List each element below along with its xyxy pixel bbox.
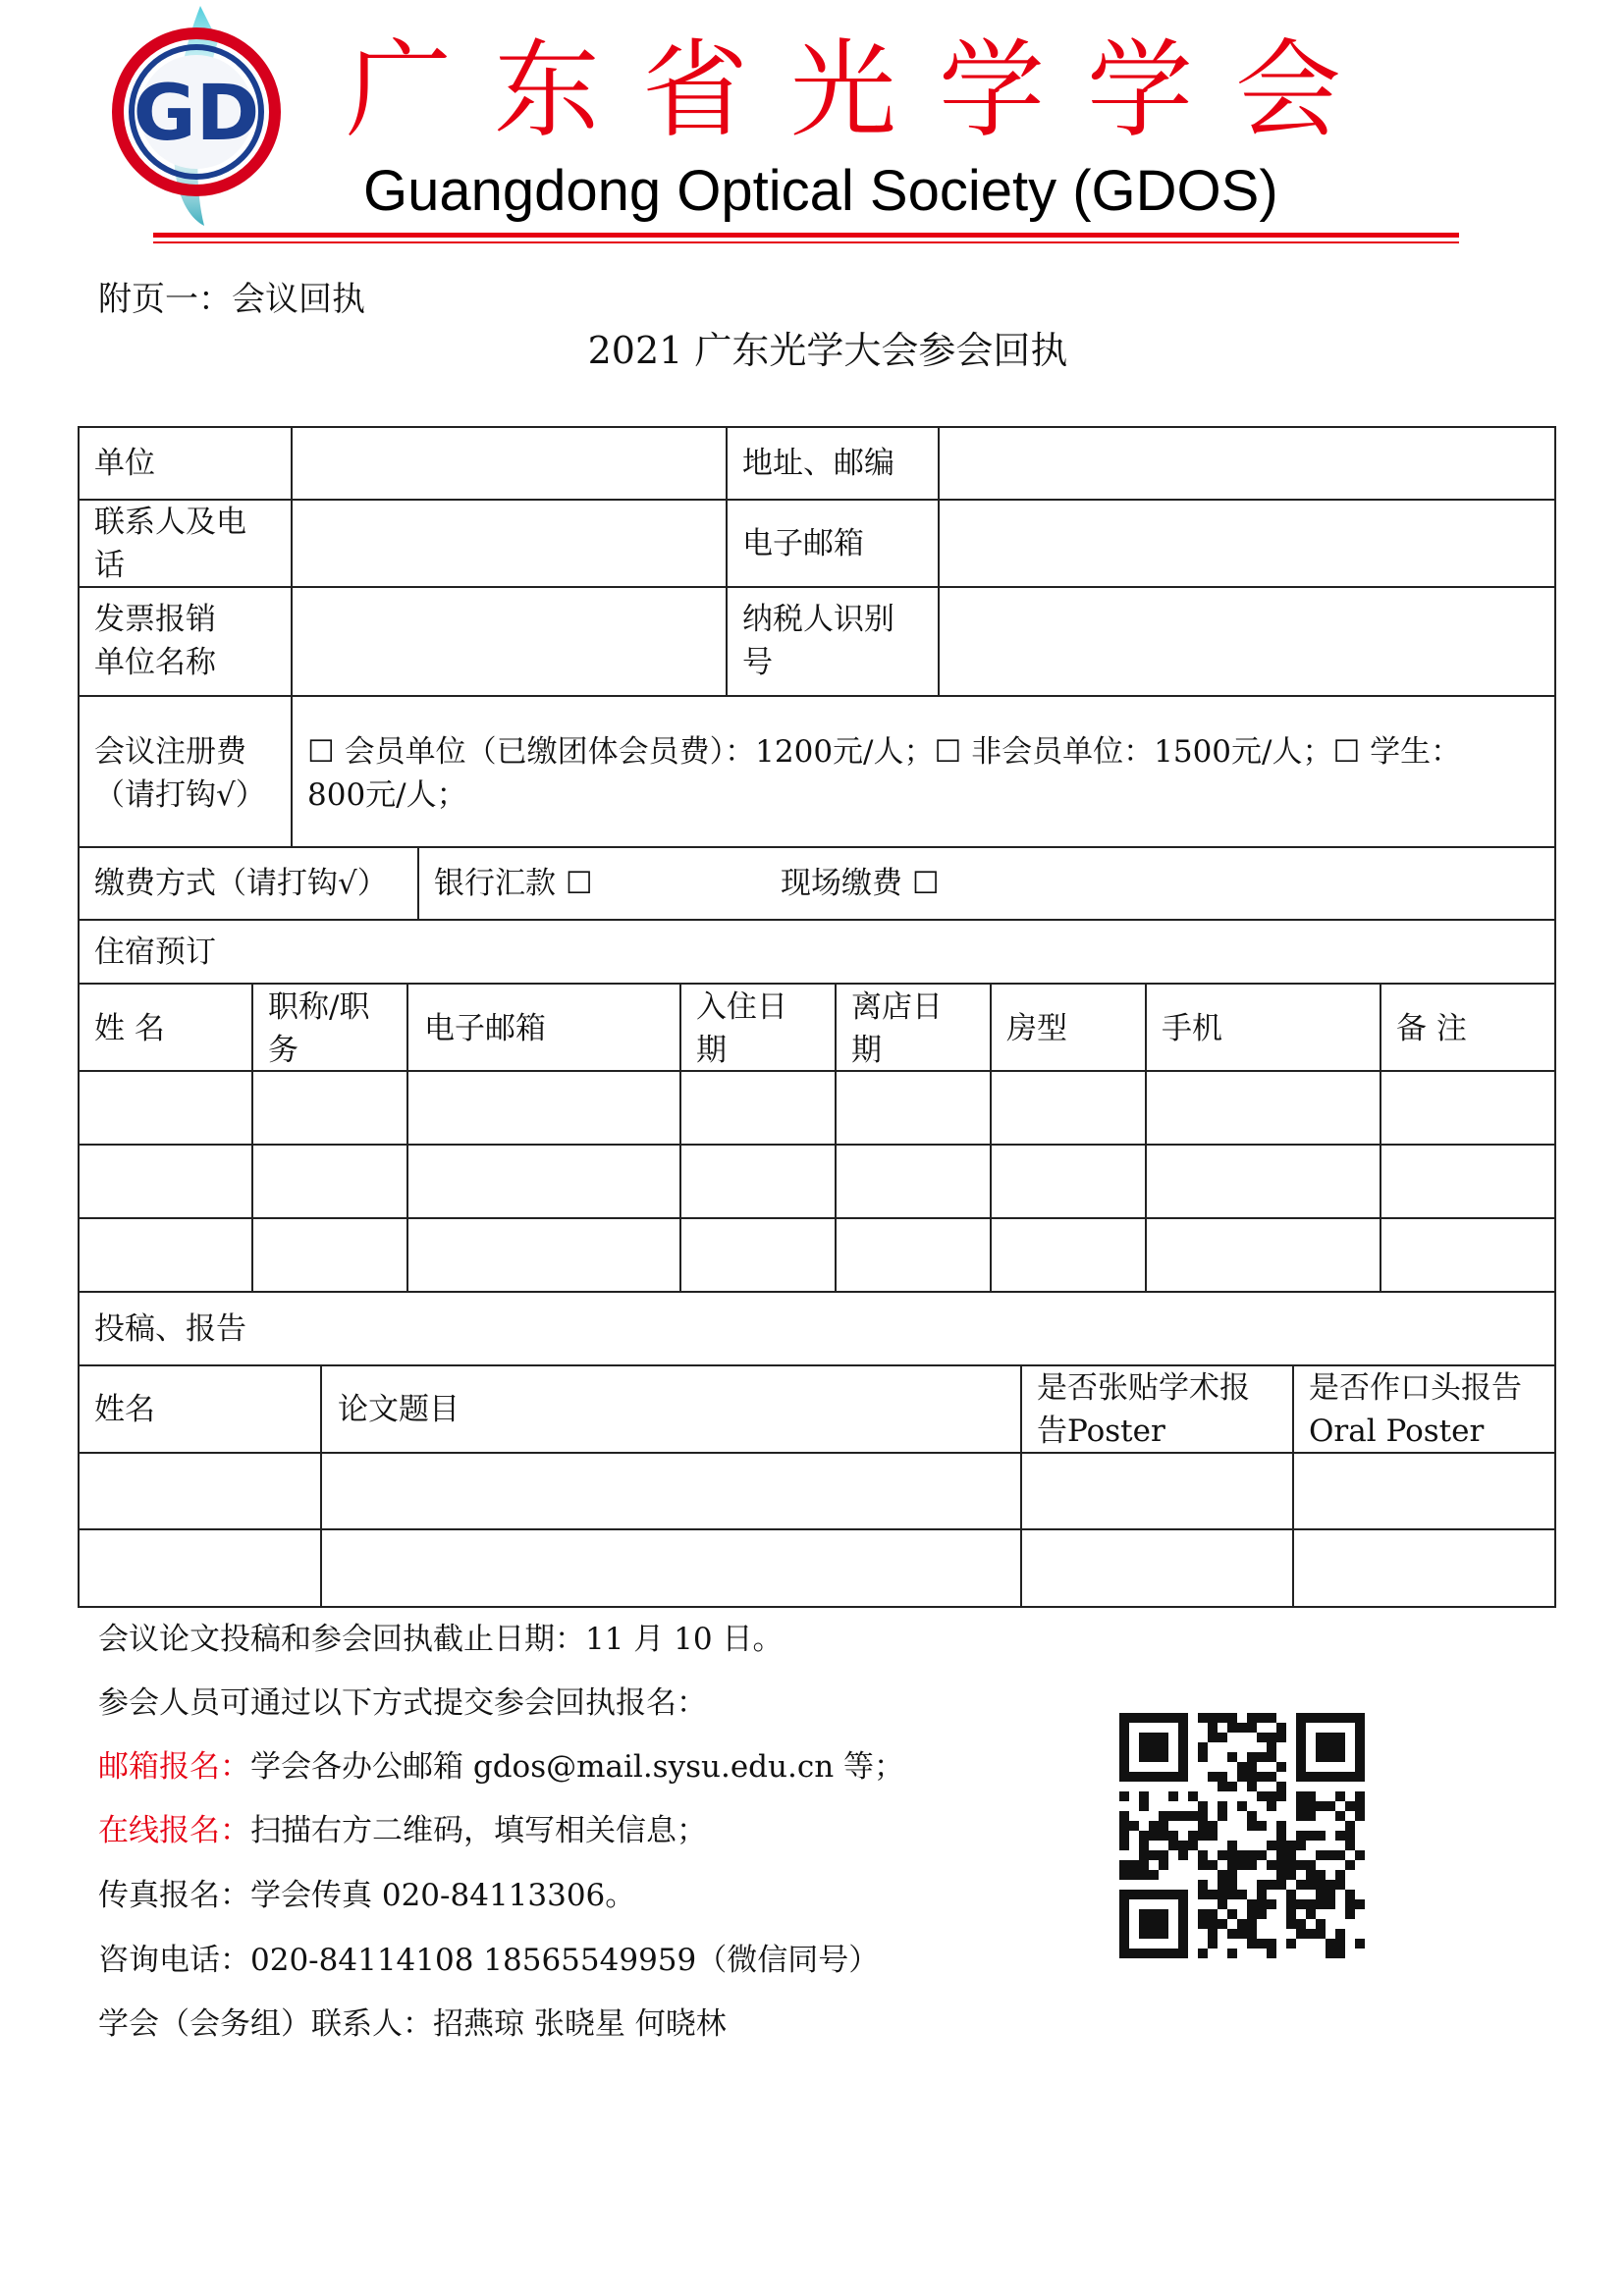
label-unit: 单位 [94, 446, 155, 481]
col-line [417, 846, 419, 921]
paper-section-title: 投稿、报告 [94, 1311, 246, 1347]
lodging-header-checkin: 入住日 期 [696, 989, 787, 1068]
online-method [98, 1809, 707, 1852]
deadline-note: 会议论文投稿和参会回执截止日期：11 月 10 日。 [98, 1622, 784, 1657]
lodging-row-2[interactable] [80, 1146, 1554, 1217]
table-border-top [78, 426, 1556, 428]
row-line [78, 983, 1556, 985]
row-line [78, 695, 1556, 697]
table-border-left [78, 426, 80, 1608]
lodging-row-3[interactable] [80, 1219, 1554, 1291]
input-invoice[interactable] [295, 590, 723, 693]
online-method-label: 在线报名： [98, 1813, 250, 1848]
paper-row-2[interactable] [80, 1530, 1554, 1606]
lodging-header-mobile: 手机 [1162, 1011, 1222, 1046]
form-title: 2021 广东光学大会参会回执 [587, 329, 1068, 372]
org-name-chinese: 广东省光学学会 [346, 29, 1384, 152]
table-border-right [1554, 426, 1556, 1608]
lodging-header-remarks: 备 注 [1396, 1011, 1467, 1046]
email-method-text: 学会各办公邮箱 gdos@mail.sysu.edu.cn 等； [250, 1749, 905, 1785]
lodging-row-1[interactable] [80, 1072, 1554, 1144]
appendix-label: 附页一：会议回执 [98, 280, 365, 319]
paper-header-oral: 是否作口头报告 Oral Poster [1309, 1370, 1522, 1449]
label-taxpayer: 纳税人识别 号 [742, 602, 894, 680]
row-line [78, 846, 1556, 848]
paper-header-poster: 是否张贴学术报 告Poster [1037, 1370, 1250, 1449]
label-fee: 会议注册费 （请打钩√） [94, 734, 266, 813]
input-unit[interactable] [295, 430, 723, 497]
label-email: 电子邮箱 [742, 526, 864, 561]
input-email[interactable] [942, 503, 1552, 584]
online-method-text: 扫描右方二维码，填写相关信息； [250, 1813, 707, 1848]
fax-method: 传真报名：学会传真 020-84113306。 [98, 1878, 636, 1913]
row-line [78, 586, 1556, 588]
logo-letters: GD [133, 70, 260, 158]
paper-header-name: 姓名 [94, 1392, 155, 1427]
input-taxpayer[interactable] [942, 590, 1552, 693]
lodging-section-title: 住宿预订 [94, 934, 216, 970]
label-payment: 缴费方式（请打钩√） [94, 866, 388, 901]
header-divider-thin [153, 241, 1459, 243]
payment-onsite-checkbox[interactable]: 现场缴费 ☐ [781, 866, 940, 901]
org-name-english: Guangdong Optical Society (GDOS) [363, 159, 1278, 223]
label-address: 地址、邮编 [742, 446, 894, 481]
lodging-header-email: 电子邮箱 [424, 1011, 546, 1046]
email-method-label: 邮箱报名： [98, 1749, 250, 1785]
registration-qr-code[interactable] [1119, 1713, 1365, 1958]
paper-row-1[interactable] [80, 1454, 1554, 1528]
col-line [291, 695, 293, 848]
payment-bank-checkbox[interactable]: 银行汇款 ☐ [434, 866, 593, 901]
qr-code-image [1119, 1713, 1365, 1958]
methods-intro: 参会人员可通过以下方式提交参会回执报名： [98, 1685, 707, 1721]
row-line [78, 499, 1556, 501]
label-contact: 联系人及电 话 [94, 505, 246, 583]
society-logo [110, 2, 287, 228]
contact-persons: 学会（会务组）联系人：招燕琼 张晓星 何晓林 [98, 2006, 727, 2042]
consult-phone: 咨询电话：020-84114108 18565549959（微信同号） [98, 1943, 880, 1978]
row-line [78, 1291, 1556, 1293]
input-address[interactable] [942, 430, 1552, 497]
lodging-header-name: 姓 名 [94, 1011, 165, 1046]
header-divider [153, 233, 1459, 238]
label-invoice: 发票报销 单位名称 [94, 602, 216, 680]
fee-options[interactable]: ☐ 会员单位（已缴团体会员费）：1200元/人；☐ 非会员单位：1500元/人；☐ 学生： 800元/人； [307, 734, 1462, 813]
col-line [291, 426, 293, 697]
col-line [726, 426, 728, 697]
lodging-header-title: 职称/职 务 [268, 989, 370, 1068]
col-line [938, 426, 940, 697]
paper-header-title: 论文题目 [338, 1392, 460, 1427]
table-border-bottom [78, 1606, 1556, 1608]
row-line [78, 919, 1556, 921]
lodging-header-room-type: 房型 [1006, 1011, 1067, 1046]
email-method [98, 1745, 904, 1789]
input-contact[interactable] [295, 503, 723, 584]
lodging-header-checkout: 离店日 期 [851, 989, 943, 1068]
